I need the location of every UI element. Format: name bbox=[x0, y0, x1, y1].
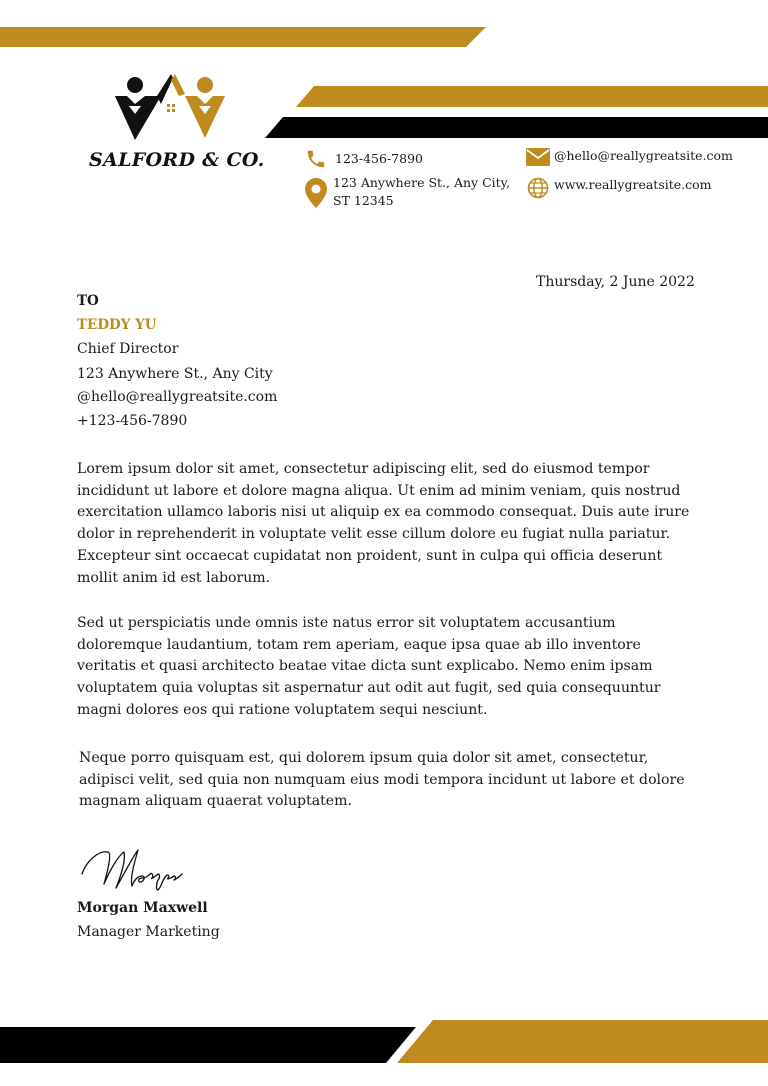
header-email: @hello@reallygreatsite.com bbox=[554, 148, 733, 163]
recipient-name: TEDDY YU bbox=[77, 317, 157, 333]
two-people-house-logo-icon bbox=[113, 74, 229, 144]
body-paragraph-2: Sed ut perspiciatis unde omnis iste natus error sit voluptatem accusantium doloremque laudantium, totam rem aperiam, eaque ipsa quae ab illo inventore veritatis et quasi architecto beatae vitae dicta sunt explicabo. Nemo enim ipsam voluptatem quia voluptas sit aspernatur aut odit aut fugit, sed quia consequuntur magni dolores eos qui ratione voluptatem sequi nesciunt. bbox=[77, 615, 661, 718]
signer-name: Morgan Maxwell bbox=[77, 900, 208, 916]
to-label: TO bbox=[77, 293, 99, 309]
header-right-gold-band bbox=[296, 86, 768, 107]
recipient-phone: +123-456-7890 bbox=[77, 413, 188, 429]
company-name: SALFORD & CO. bbox=[89, 149, 265, 171]
signer-title: Manager Marketing bbox=[77, 924, 220, 940]
recipient-address: 123 Anywhere St., Any City bbox=[77, 366, 273, 382]
body-paragraph-3: Neque porro quisquam est, qui dolorem ipsum quia dolor sit amet, consectetur, adipisci velit, sed quia non numquam eius modi tempora incidunt ut labore et dolore magnam aliquam quaerat voluptatem. bbox=[79, 750, 685, 810]
handwritten-signature bbox=[78, 840, 186, 895]
footer-gold-band bbox=[397, 1020, 768, 1063]
header-address-line2: ST 12345 bbox=[333, 193, 394, 208]
header-phone: 123-456-7890 bbox=[335, 151, 423, 166]
header-right-black-band bbox=[265, 117, 768, 138]
header-address-line1: 123 Anywhere St., Any City, bbox=[333, 175, 511, 190]
recipient-email: @hello@reallygreatsite.com bbox=[77, 389, 278, 405]
globe-icon bbox=[527, 177, 549, 199]
recipient-title: Chief Director bbox=[77, 341, 179, 357]
header-website: www.reallygreatsite.com bbox=[554, 177, 712, 192]
body-paragraph-1: Lorem ipsum dolor sit amet, consectetur adipiscing elit, sed do eiusmod tempor incididunt ut labore et dolore magna aliqua. Ut enim ad minim veniam, quis nostrud exercitation ullamco laboris nisi ut aliquip ex ea commodo consequat. Duis aute irure dolor in reprehenderit in voluptate velit esse cillum dolore eu fugiat nulla pariatur. Excepteur sint occaecat cupidatat non proident, sunt in culpa qui officia deserunt mollit anim id est laborum. bbox=[77, 461, 690, 586]
footer-black-band bbox=[0, 1027, 416, 1063]
envelope-icon bbox=[526, 148, 550, 166]
letter-date: Thursday, 2 June 2022 bbox=[536, 274, 695, 290]
location-pin-icon bbox=[305, 178, 327, 208]
header-top-gold-band bbox=[0, 27, 486, 47]
phone-icon bbox=[305, 148, 327, 170]
